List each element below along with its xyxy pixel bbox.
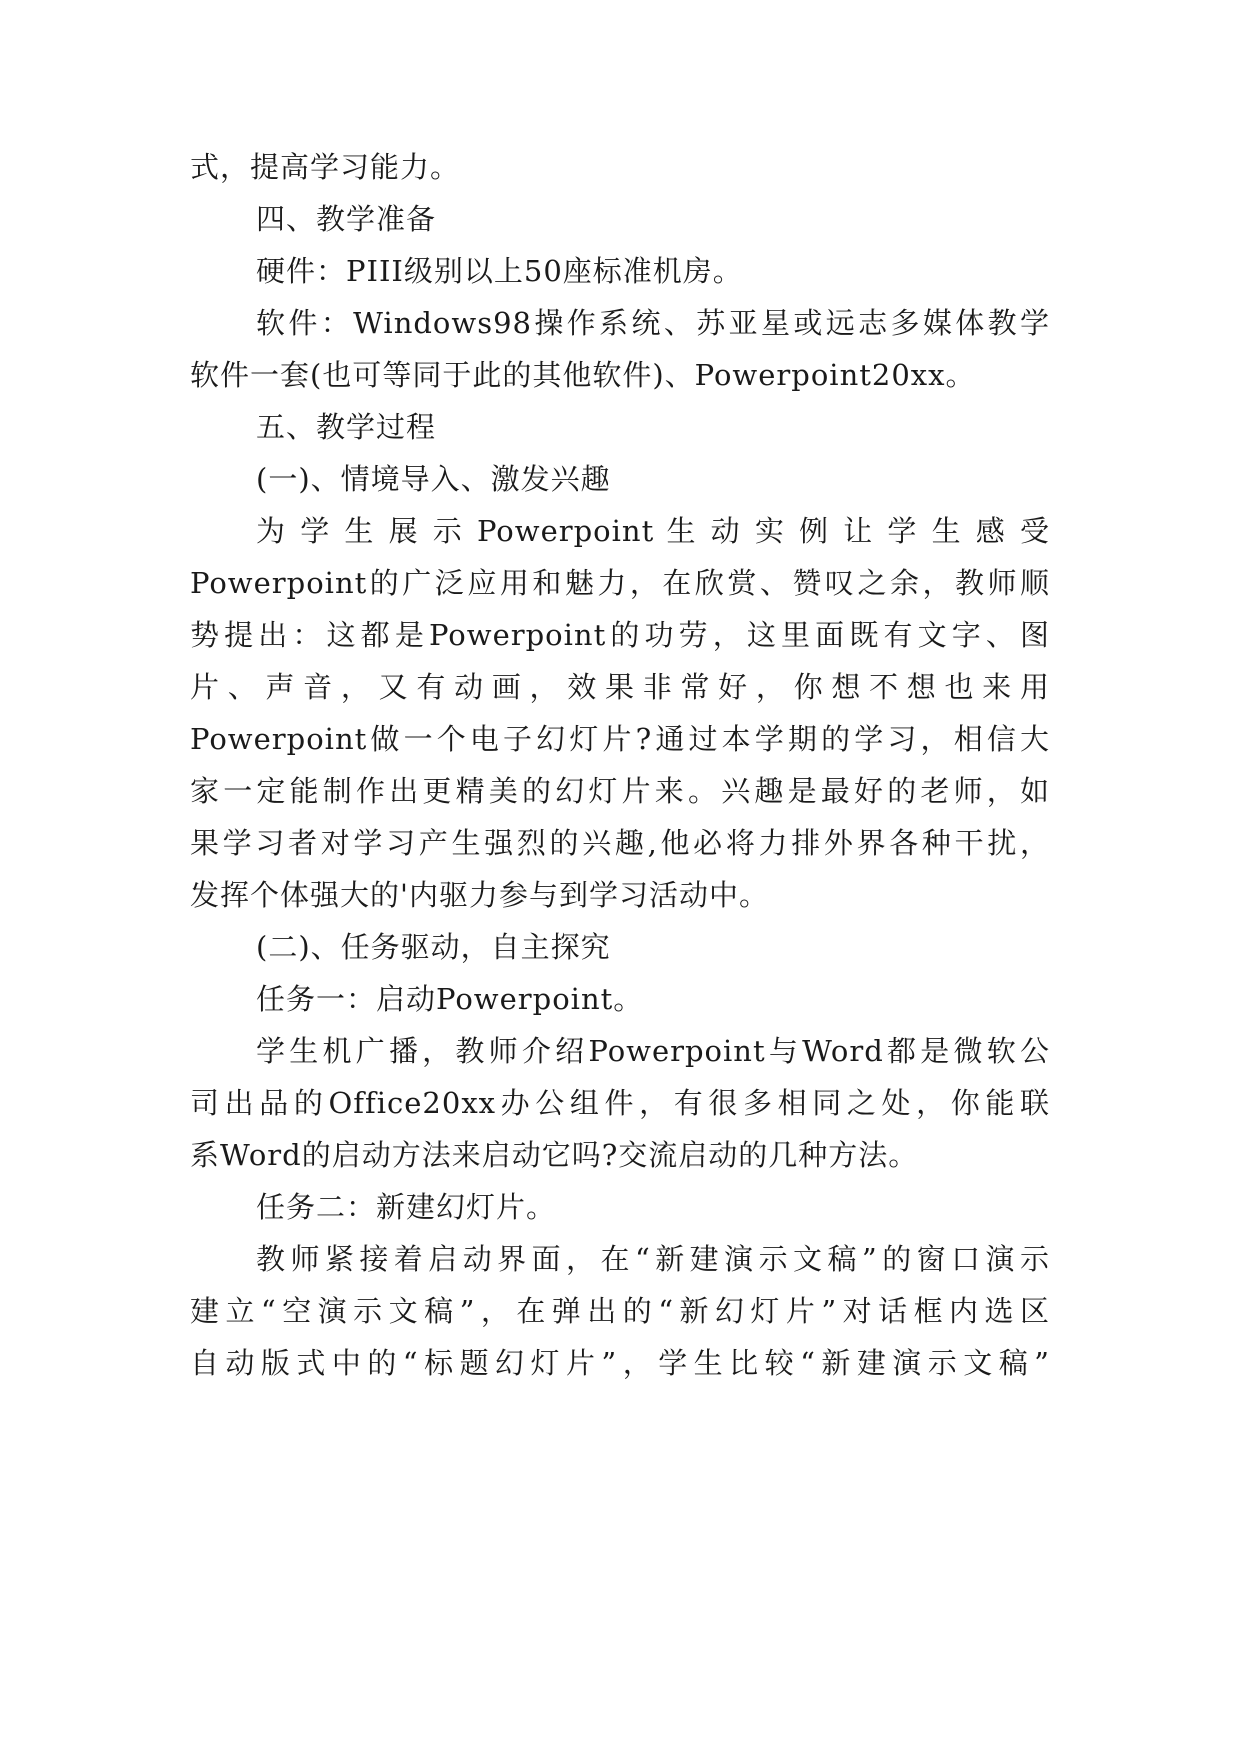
paragraph-line: 自动版式中的“标题幻灯片”，学生比较“新建演示文稿” <box>190 1346 1050 1380</box>
paragraph-line: 学生机广播，教师介绍Powerpoint与Word都是微软公 <box>256 1034 1050 1068</box>
section-heading: 四、教学准备 <box>256 202 437 236</box>
paragraph-line: 发挥个体强大的'内驱力参与到学习活动中。 <box>190 878 769 912</box>
paragraph-line: 系Word的启动方法来启动它吗?交流启动的几种方法。 <box>190 1138 919 1172</box>
task-heading: 任务二：新建幻灯片。 <box>256 1190 557 1224</box>
paragraph-line: 果学习者对学习产生强烈的兴趣,他必将力排外界各种干扰， <box>190 826 1050 860</box>
subsection-heading: (二)、任务驱动，自主探究 <box>256 930 611 964</box>
paragraph-line: 硬件：PIII级别以上50座标准机房。 <box>256 254 743 288</box>
section-heading: 五、教学过程 <box>256 410 437 444</box>
paragraph-line: Powerpoint的广泛应用和魅力，在欣赏、赞叹之余，教师顺 <box>190 566 1050 600</box>
subsection-heading: (一)、情境导入、激发兴趣 <box>256 462 611 496</box>
paragraph-line: 势提出：这都是Powerpoint的功劳，这里面既有文字、图 <box>190 618 1050 652</box>
paragraph-line: 司出品的Office20xx办公组件，有很多相同之处，你能联 <box>190 1086 1050 1120</box>
task-heading: 任务一：启动Powerpoint。 <box>256 982 644 1016</box>
paragraph-line: Powerpoint做一个电子幻灯片?通过本学期的学习，相信大 <box>190 722 1050 756</box>
paragraph-line: 式，提高学习能力。 <box>190 150 461 184</box>
paragraph-line: 建立“空演示文稿”，在弹出的“新幻灯片”对话框内选区 <box>190 1294 1050 1328</box>
paragraph-line: 软件一套(也可等同于此的其他软件)、Powerpoint20xx。 <box>190 358 976 392</box>
paragraph-line: 为 学 生 展 示 Powerpoint 生 动 实 例 让 学 生 感 受 <box>256 514 1050 548</box>
paragraph-line: 教师紧接着启动界面，在“新建演示文稿”的窗口演示 <box>256 1242 1050 1276</box>
paragraph-line: 片、声音，又有动画，效果非常好，你想不想也来用 <box>190 670 1050 704</box>
paragraph-line: 软件：Windows98操作系统、苏亚星或远志多媒体教学 <box>256 306 1050 340</box>
paragraph-line: 家一定能制作出更精美的幻灯片来。兴趣是最好的老师，如 <box>190 774 1050 808</box>
